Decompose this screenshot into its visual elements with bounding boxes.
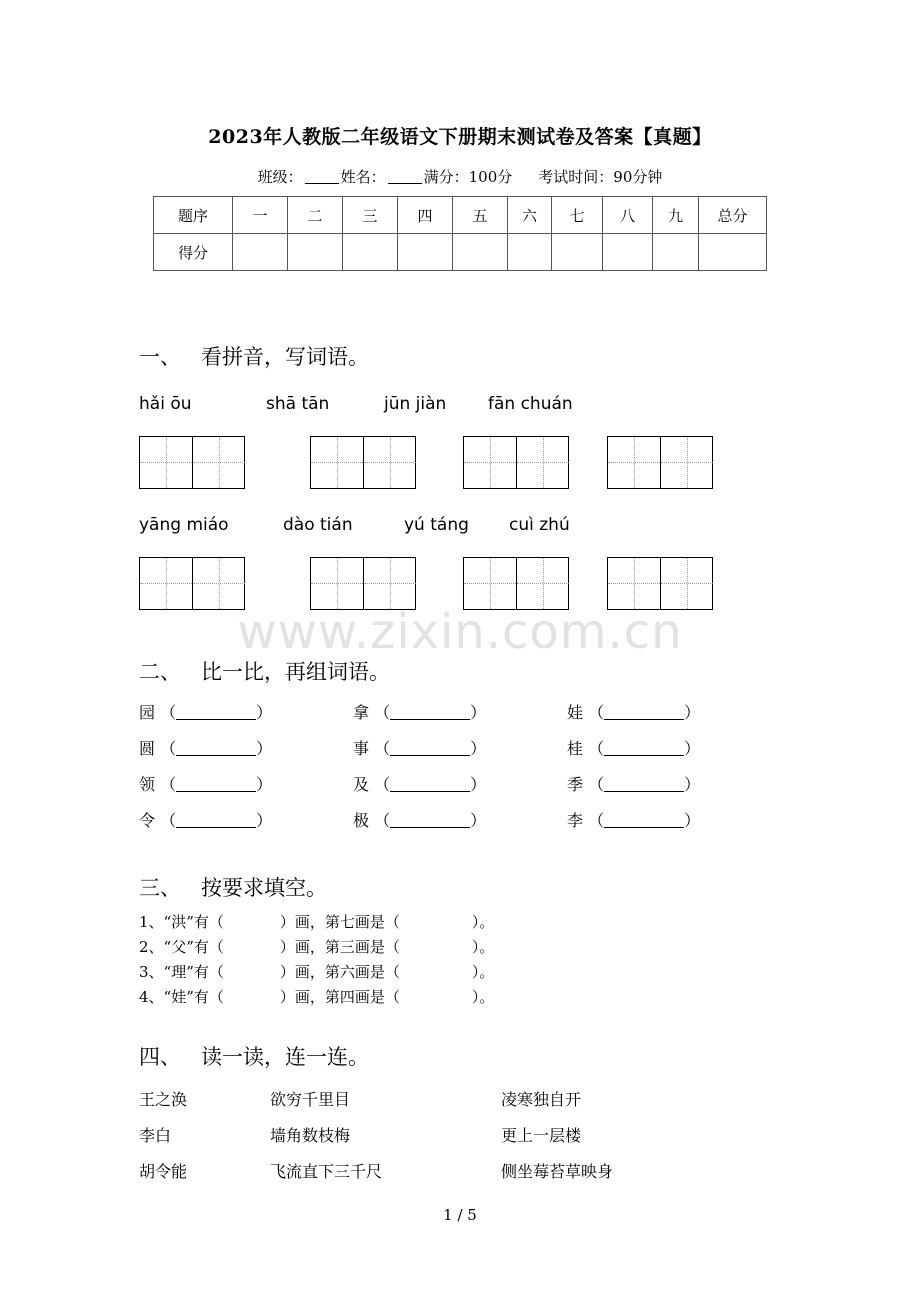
exam-time: 考试时间：90分钟 bbox=[538, 168, 663, 186]
compare-item: 园 （ ） bbox=[139, 703, 273, 722]
section-title: 按要求填空。 bbox=[201, 876, 327, 900]
pinyin: fān chuán bbox=[488, 394, 573, 414]
full-score: 满分：100分 bbox=[423, 168, 513, 186]
header-cell: 总分 bbox=[699, 197, 767, 234]
writing-grid[interactable] bbox=[139, 557, 245, 610]
pinyin: shā tān bbox=[266, 394, 330, 414]
compare-item: 李 （ ） bbox=[567, 811, 701, 830]
pinyin: hǎi ōu bbox=[139, 394, 192, 414]
section-title: 比一比，再组词语。 bbox=[201, 660, 390, 684]
answer-blank[interactable] bbox=[176, 813, 256, 828]
section-heading-1 bbox=[139, 341, 369, 371]
answer-blank[interactable] bbox=[604, 705, 684, 720]
poem-line[interactable]: 更上一层楼 bbox=[501, 1126, 582, 1145]
answer-blank[interactable] bbox=[176, 741, 256, 756]
section-heading-3 bbox=[139, 872, 327, 902]
score-cell[interactable] bbox=[653, 234, 699, 271]
writing-grid[interactable] bbox=[607, 436, 713, 489]
poem-line[interactable]: 侧坐莓苔草映身 bbox=[501, 1162, 614, 1181]
header-cell: 七 bbox=[552, 197, 603, 234]
score-cell[interactable] bbox=[699, 234, 767, 271]
name-label: 姓名： bbox=[340, 168, 386, 186]
pinyin: yú táng bbox=[404, 515, 469, 535]
answer-blank[interactable] bbox=[176, 705, 256, 720]
compare-item: 圆 （ ） bbox=[139, 739, 273, 758]
compare-item: 极 （ ） bbox=[353, 811, 487, 830]
poem-line[interactable]: 飞流直下三千尺 bbox=[270, 1162, 383, 1181]
poem-author[interactable]: 胡令能 bbox=[139, 1162, 188, 1181]
answer-blank[interactable] bbox=[176, 777, 256, 792]
score-table-header-row bbox=[154, 197, 767, 234]
watermark: www.zixin.com.cn bbox=[237, 604, 683, 660]
compare-item: 事 （ ） bbox=[353, 739, 487, 758]
compare-item: 季 （ ） bbox=[567, 775, 701, 794]
compare-item: 桂 （ ） bbox=[567, 739, 701, 758]
section-heading-4 bbox=[139, 1041, 369, 1071]
poem-line[interactable]: 墙角数枝梅 bbox=[270, 1126, 351, 1145]
answer-blank[interactable] bbox=[390, 813, 470, 828]
fill-item: 4、“娃”有（ ）画，第四画是（ ）。 bbox=[139, 988, 495, 1006]
section-title: 读一读，连一连。 bbox=[201, 1045, 369, 1069]
header-cell: 题序 bbox=[154, 197, 233, 234]
row-label-cell: 得分 bbox=[154, 234, 233, 271]
writing-grid[interactable] bbox=[463, 436, 569, 489]
header-cell: 三 bbox=[343, 197, 398, 234]
compare-item: 令 （ ） bbox=[139, 811, 273, 830]
page-number: 1 / 5 bbox=[443, 1206, 477, 1224]
poem-author[interactable]: 王之涣 bbox=[139, 1090, 188, 1109]
writing-grid[interactable] bbox=[607, 557, 713, 610]
score-cell[interactable] bbox=[552, 234, 603, 271]
pinyin: cuì zhú bbox=[509, 515, 570, 535]
score-cell[interactable] bbox=[343, 234, 398, 271]
score-cell[interactable] bbox=[603, 234, 653, 271]
class-label: 班级： bbox=[257, 168, 303, 186]
page-title: 2023年人教版二年级语文下册期末测试卷及答案【真题】 bbox=[208, 126, 712, 148]
compare-item: 娃 （ ） bbox=[567, 703, 701, 722]
header-cell: 九 bbox=[653, 197, 699, 234]
score-cell[interactable] bbox=[398, 234, 453, 271]
answer-blank[interactable] bbox=[604, 741, 684, 756]
fill-item: 3、“理”有（ ）画，第六画是（ ）。 bbox=[139, 963, 495, 981]
answer-blank[interactable] bbox=[390, 777, 470, 792]
student-info-line bbox=[0, 166, 920, 187]
header-cell: 四 bbox=[398, 197, 453, 234]
section-number: 一、 bbox=[139, 345, 181, 369]
writing-grid[interactable] bbox=[310, 557, 416, 610]
header-cell: 五 bbox=[453, 197, 508, 234]
fill-item: 1、“洪”有（ ）画，第七画是（ ）。 bbox=[139, 913, 495, 931]
poem-line[interactable]: 凌寒独自开 bbox=[501, 1090, 582, 1109]
pinyin: yāng miáo bbox=[139, 515, 229, 535]
section-heading-2 bbox=[139, 656, 390, 686]
compare-item: 及 （ ） bbox=[353, 775, 487, 794]
header-cell: 一 bbox=[233, 197, 288, 234]
poem-line[interactable]: 欲穷千里目 bbox=[270, 1090, 351, 1109]
answer-blank[interactable] bbox=[604, 777, 684, 792]
pinyin: jūn jiàn bbox=[384, 394, 447, 414]
section-number: 三、 bbox=[139, 876, 181, 900]
score-cell[interactable] bbox=[288, 234, 343, 271]
score-table-score-row bbox=[154, 234, 767, 271]
compare-item: 领 （ ） bbox=[139, 775, 273, 794]
answer-blank[interactable] bbox=[390, 705, 470, 720]
answer-blank[interactable] bbox=[390, 741, 470, 756]
header-cell: 八 bbox=[603, 197, 653, 234]
section-title: 看拼音，写词语。 bbox=[201, 345, 369, 369]
poem-author[interactable]: 李白 bbox=[139, 1126, 172, 1145]
writing-grid[interactable] bbox=[463, 557, 569, 610]
writing-grid[interactable] bbox=[139, 436, 245, 489]
compare-item: 拿 （ ） bbox=[353, 703, 487, 722]
section-number: 二、 bbox=[139, 660, 181, 684]
fill-item: 2、“父”有（ ）画，第三画是（ ）。 bbox=[139, 938, 495, 956]
section-number: 四、 bbox=[139, 1045, 181, 1069]
writing-grid[interactable] bbox=[310, 436, 416, 489]
answer-blank[interactable] bbox=[604, 813, 684, 828]
header-cell: 二 bbox=[288, 197, 343, 234]
name-blank[interactable] bbox=[388, 169, 422, 184]
pinyin: dào tián bbox=[283, 515, 353, 535]
score-cell[interactable] bbox=[233, 234, 288, 271]
score-cell[interactable] bbox=[508, 234, 552, 271]
header-cell: 六 bbox=[508, 197, 552, 234]
score-cell[interactable] bbox=[453, 234, 508, 271]
score-table bbox=[153, 196, 767, 271]
class-blank[interactable] bbox=[305, 169, 339, 184]
